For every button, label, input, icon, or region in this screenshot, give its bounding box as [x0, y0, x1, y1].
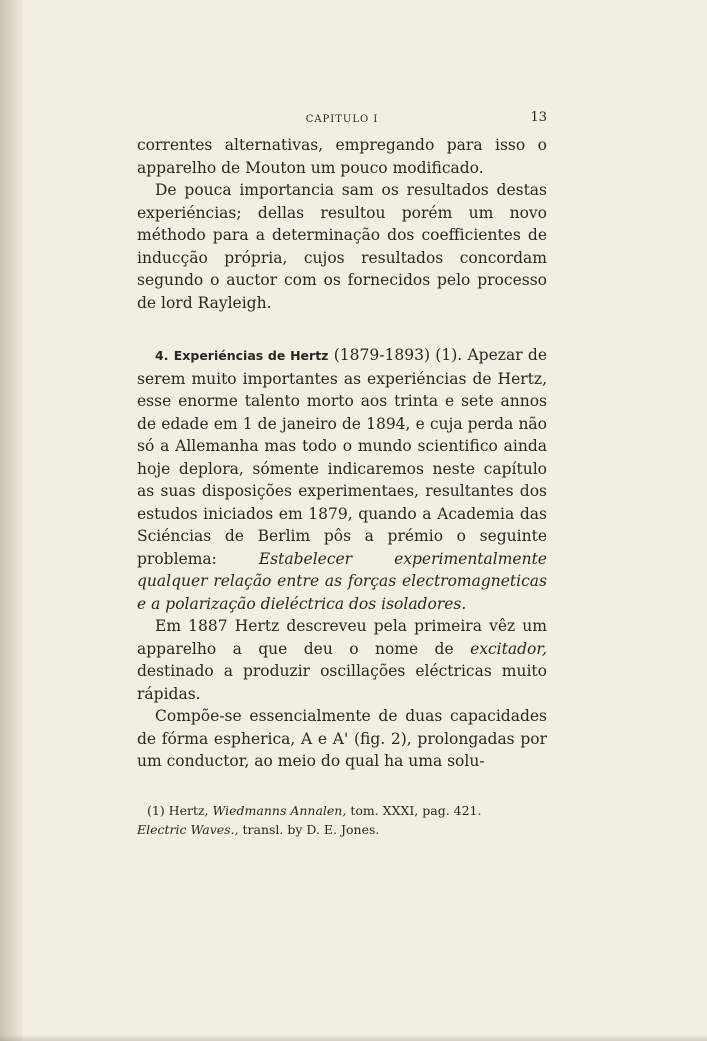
section-intro-text: (1879-1893) (1). Apezar de serem muito importantes as experiéncias de Hertz, esse enorme talento morto aos trinta e sete annos de edade em 1 de janeiro de 1894, e cuja perda não só a Allemanha mas todo o mundo scientifico ainda hoje deplora, sómente indicaremos neste capítulo as suas disposições experimentaes, resultantes dos estudos iniciados em 1879, quando a Academia das Sciéncias de Berlim pôs a prémio o seguinte problema: [137, 346, 548, 568]
prize-problem-text: Estabelecer experimentalmente qualquer relação entre as forças electromagneticas e a polarização dieléctrica dos isoladores. [137, 549, 547, 613]
page-number: 13 [530, 110, 547, 125]
section-number: 4. [155, 348, 169, 363]
footnote-1 [137, 801, 547, 820]
footnote-1-journal: Wiedmanns Annalen, [212, 802, 347, 818]
footnote-1-continuation [137, 820, 547, 839]
paragraph-results: De pouca importancia sam os resultados destas experiéncias; dellas resultou porém um novo méthodo para a determinação dos coefficientes de inducção própria, cujos resultados concordam segundo o auctor com os fornecidos pelo processo de lord Rayleigh. [137, 181, 547, 312]
excitador-term: excitador, [470, 639, 547, 658]
page-surface [22, 0, 707, 1041]
excitador-text-post: destinado a produzir oscillações eléctricas muito rápidas. [137, 662, 547, 703]
excitador-text-pre: Em 1887 Hertz descreveu pela primeira vêz um apparelho a que deu o nome de [137, 617, 547, 658]
paragraph-continuation: correntes alternativas, empregando para isso o apparelho de Mouton um pouco modificado. [137, 136, 547, 177]
footnote-translation: transl. by D. E. Jones. [238, 821, 380, 837]
paragraph-description: Compõe-se essencialmente de duas capacidades de fórma espherica, A e A' (fig. 2), prolongadas por um conductor, ao meio do qual ha uma solu- [137, 707, 547, 770]
running-head [137, 100, 547, 134]
section-paragraph [137, 344, 547, 615]
book-spine-shadow [0, 0, 22, 1041]
paragraph-excitador [137, 615, 547, 705]
chapter-title: CAPITULO I [305, 114, 379, 125]
section-title: Experiéncias de Hertz [173, 348, 329, 363]
section-gap [137, 314, 547, 344]
footnotes [137, 801, 547, 839]
footnote-book-title: Electric Waves., [137, 821, 239, 837]
text-block [137, 100, 547, 839]
page-bottom-shadow [0, 1035, 707, 1041]
footnote-1-post: tom. XXXI, pag. 421. [346, 802, 482, 818]
footnote-1-pre: (1) Hertz, [147, 802, 213, 818]
